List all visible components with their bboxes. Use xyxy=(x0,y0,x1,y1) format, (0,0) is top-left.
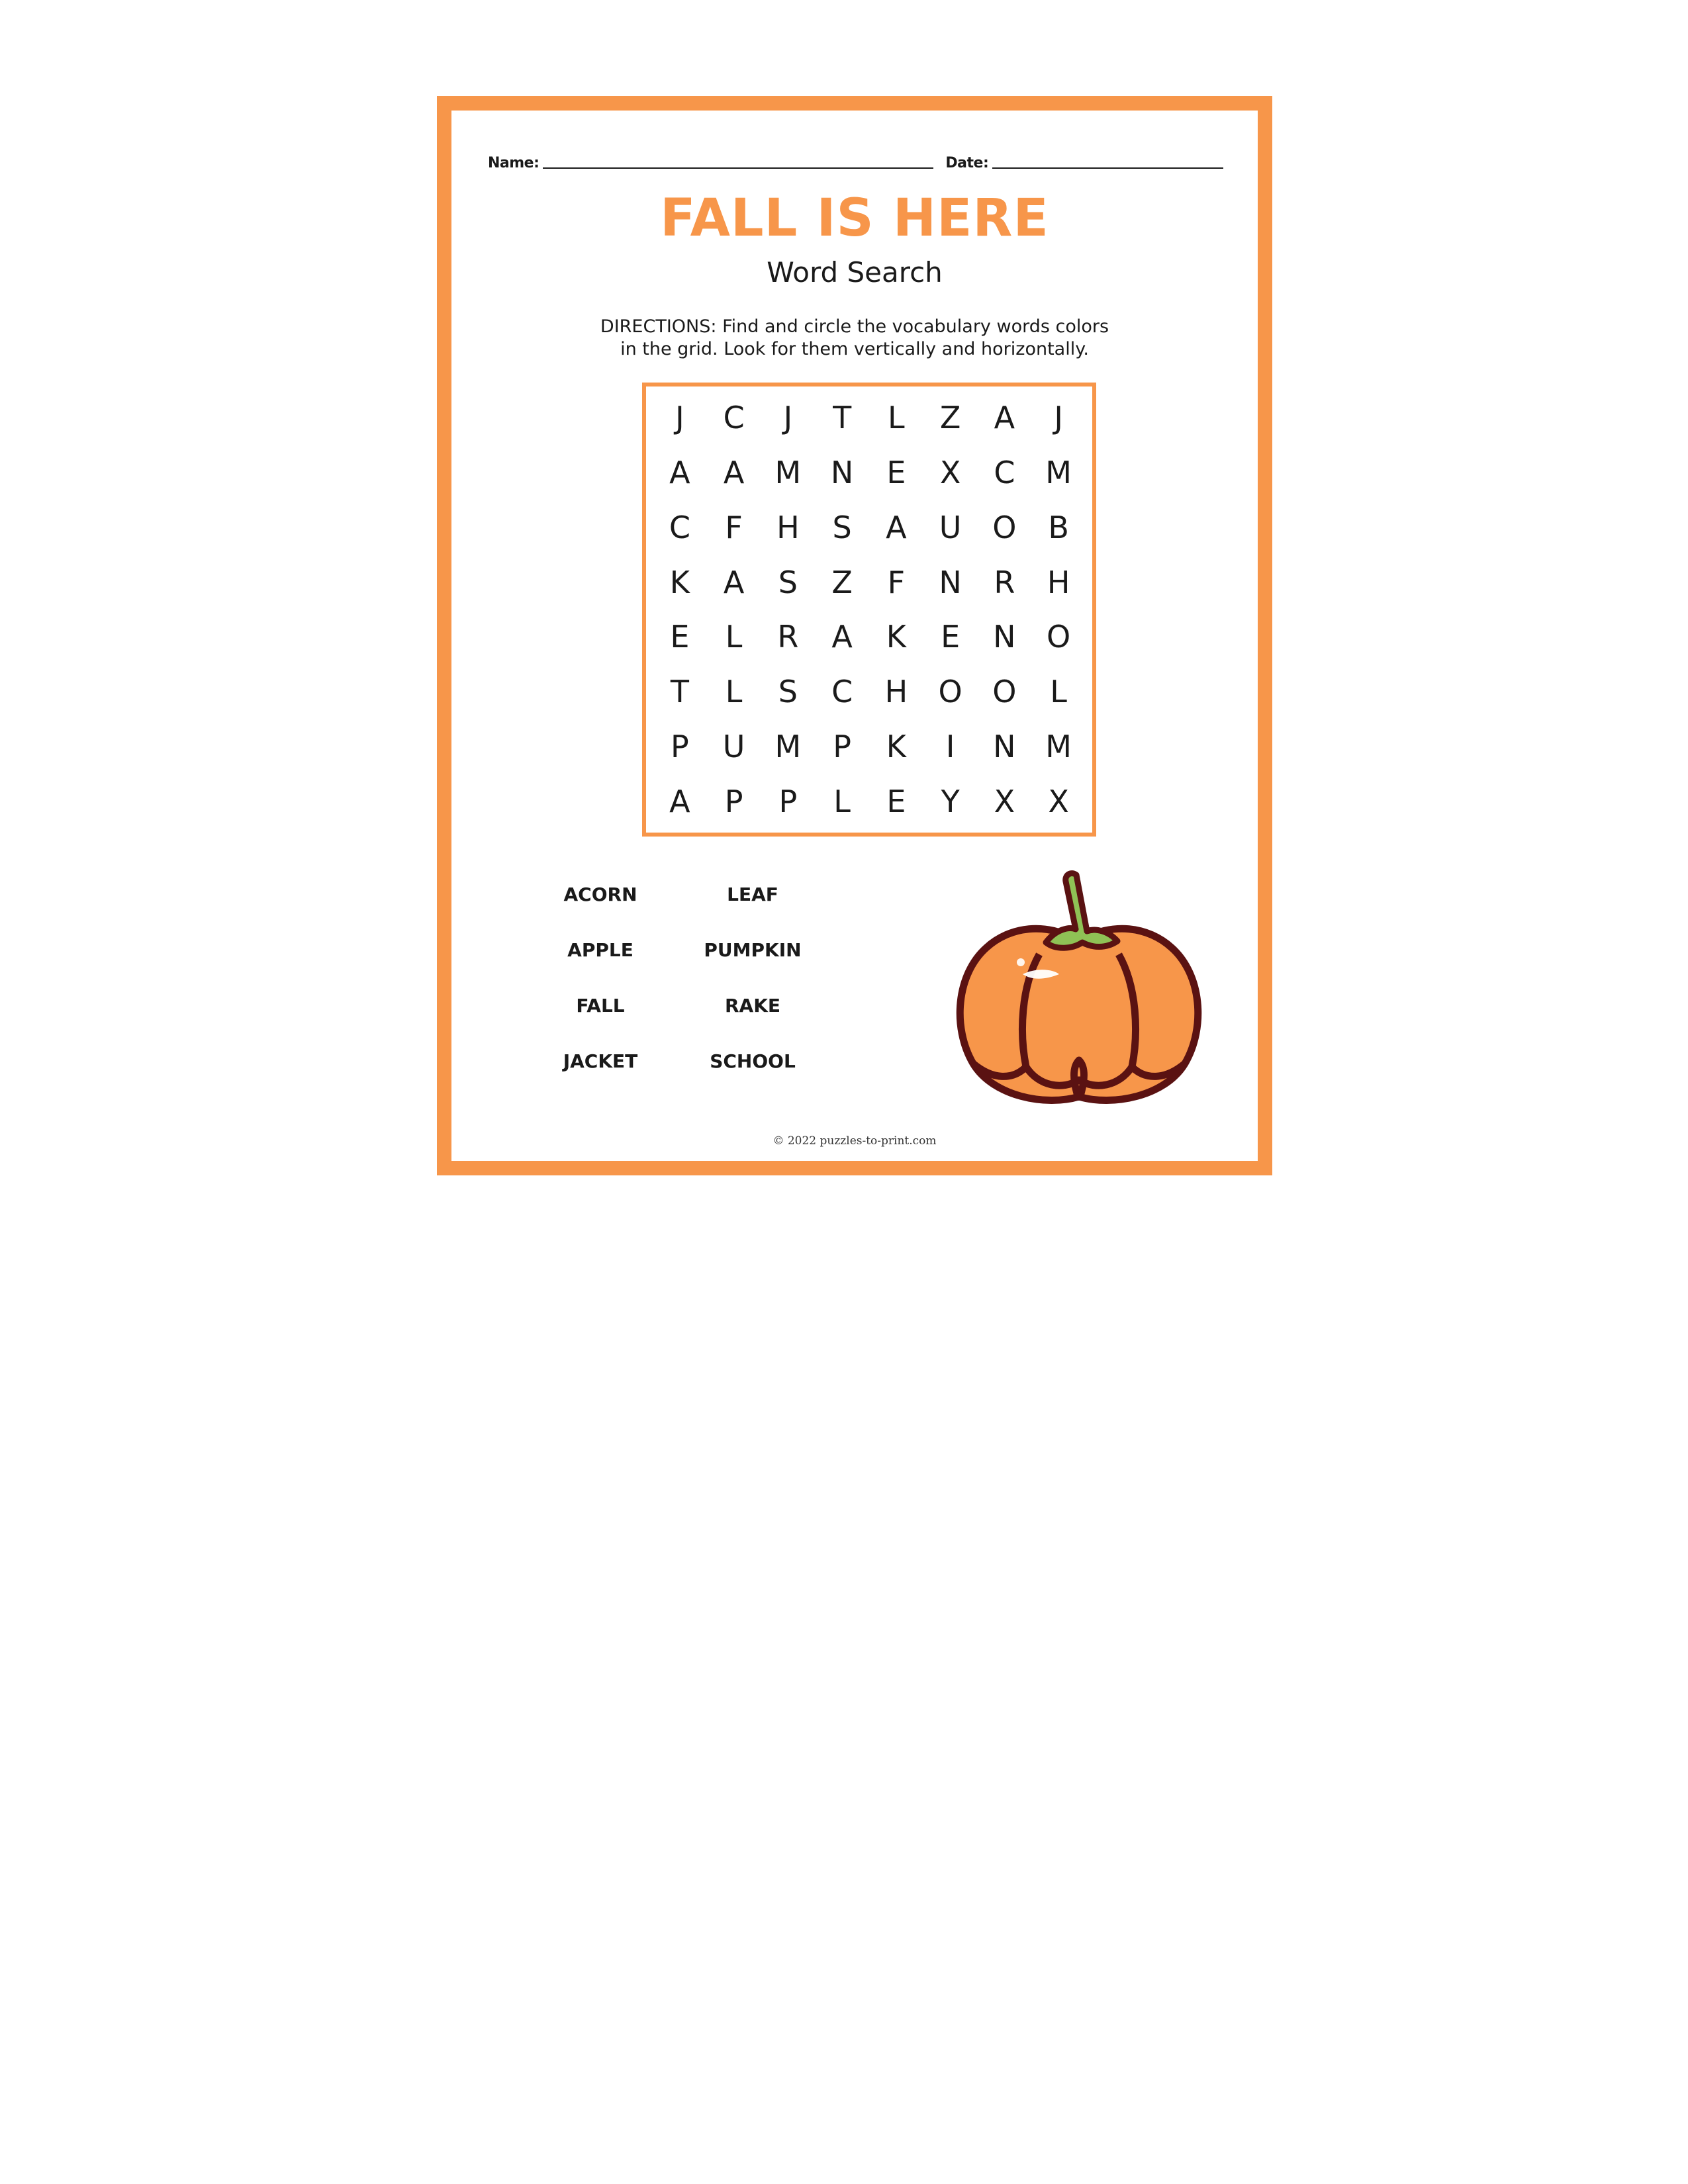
grid-letter: K xyxy=(886,619,906,655)
grid-letter: M xyxy=(774,455,802,491)
grid-letter: P xyxy=(833,728,851,764)
grid-letter: M xyxy=(1045,455,1072,491)
grid-letter: J xyxy=(1054,400,1063,436)
grid-letter: F xyxy=(887,564,906,600)
grid-letter: S xyxy=(832,509,852,545)
grid-letter: R xyxy=(777,619,799,655)
grid-letter: N xyxy=(939,564,962,600)
grid-letter: N xyxy=(993,619,1016,655)
grid-letter: O xyxy=(938,674,962,710)
grid-letter: F xyxy=(725,509,743,545)
grid-letter: C xyxy=(831,674,853,710)
grid-letter: I xyxy=(945,728,955,764)
vocabulary-word: LEAF xyxy=(727,884,778,905)
grid-letter: H xyxy=(776,509,800,545)
grid-letter: A xyxy=(723,455,745,491)
directions-line-1: DIRECTIONS: Find and circle the vocabulary words colors xyxy=(600,316,1109,337)
grid-letter: Z xyxy=(939,400,961,436)
grid-letter: E xyxy=(941,619,961,655)
grid-letter: U xyxy=(722,728,745,764)
grid-letter: X xyxy=(939,455,961,491)
grid-letter: N xyxy=(993,728,1016,764)
grid-letter: J xyxy=(675,400,684,436)
grid-letter: M xyxy=(1045,728,1072,764)
name-field-blank xyxy=(543,154,933,169)
grid-letter: O xyxy=(992,674,1017,710)
grid-letter: A xyxy=(669,783,690,819)
worksheet-frame xyxy=(437,96,1272,1175)
grid-letter: S xyxy=(778,564,798,600)
grid-letter: A xyxy=(831,619,853,655)
grid-letter: L xyxy=(888,400,905,436)
name-label: Name: xyxy=(488,155,539,171)
grid-letter: O xyxy=(992,509,1017,545)
grid-letter: C xyxy=(994,455,1015,491)
grid-letter: P xyxy=(671,728,689,764)
vocabulary-word: ACORN xyxy=(563,884,637,905)
vocabulary-word: JACKET xyxy=(563,1050,638,1072)
grid-letter: M xyxy=(774,728,802,764)
grid-letter: X xyxy=(1048,783,1069,819)
word-list xyxy=(538,884,816,1073)
grid-letter: E xyxy=(670,619,690,655)
grid-letter: K xyxy=(886,728,906,764)
copyright-notice: © 2022 puzzles-to-print.com xyxy=(773,1134,937,1148)
directions xyxy=(571,316,1139,361)
pumpkin-icon xyxy=(947,868,1211,1115)
page-subtitle: Word Search xyxy=(767,256,943,289)
page-title: FALL IS HERE xyxy=(660,189,1049,248)
grid-letter: E xyxy=(886,783,906,819)
grid-letter: E xyxy=(886,455,906,491)
grid-letter: X xyxy=(994,783,1015,819)
grid-letter: C xyxy=(669,509,690,545)
grid-letter: N xyxy=(830,455,854,491)
grid-letter: A xyxy=(669,455,690,491)
grid-letter: Z xyxy=(831,564,853,600)
grid-letter: K xyxy=(669,564,690,600)
grid-letter: B xyxy=(1048,509,1069,545)
grid-letter: H xyxy=(884,674,908,710)
letter-grid xyxy=(642,383,1096,837)
grid-letter: L xyxy=(833,783,851,819)
directions-line-2: in the grid. Look for them vertically and horizontally. xyxy=(620,339,1089,359)
vocabulary-word: PUMPKIN xyxy=(704,939,802,961)
name-date-line xyxy=(488,152,1223,171)
grid-letter: U xyxy=(939,509,962,545)
grid-letter: L xyxy=(725,674,743,710)
date-field-blank xyxy=(992,154,1223,169)
grid-letter: P xyxy=(778,783,798,819)
grid-letter: A xyxy=(994,400,1015,436)
grid-letter: P xyxy=(724,783,743,819)
grid-letter: S xyxy=(778,674,798,710)
vocabulary-word: RAKE xyxy=(724,995,781,1017)
grid-letter: J xyxy=(783,400,793,436)
grid-letter: C xyxy=(723,400,745,436)
vocabulary-word: SCHOOL xyxy=(710,1050,796,1072)
grid-letter: Y xyxy=(941,783,960,819)
vocabulary-word: APPLE xyxy=(567,939,633,961)
grid-letter: O xyxy=(1047,619,1071,655)
grid-letter: A xyxy=(723,564,745,600)
grid-letter: A xyxy=(886,509,907,545)
grid-letter: L xyxy=(725,619,743,655)
grid-letter: L xyxy=(1050,674,1067,710)
grid-letter: T xyxy=(670,674,689,710)
grid-letter: H xyxy=(1047,564,1070,600)
grid-letter: R xyxy=(994,564,1015,600)
grid-letter: T xyxy=(833,400,852,436)
date-label: Date: xyxy=(945,155,989,171)
vocabulary-word: FALL xyxy=(576,995,625,1017)
